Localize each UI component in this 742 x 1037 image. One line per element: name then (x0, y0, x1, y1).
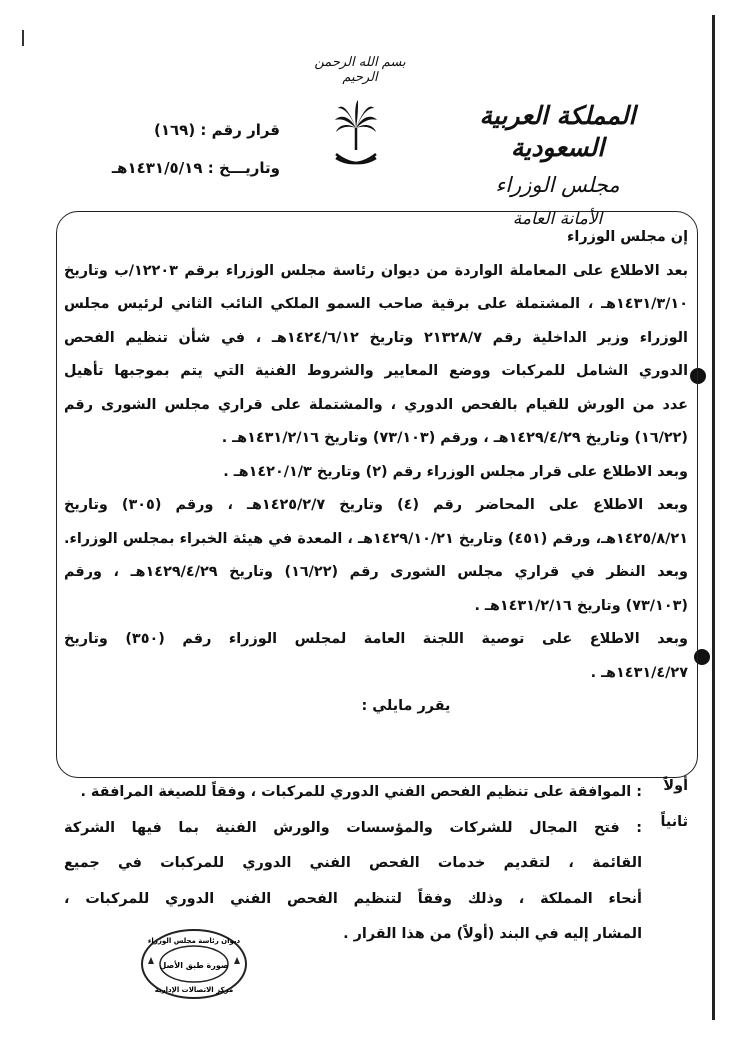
decision-item (64, 778, 688, 814)
page-edge-mark (22, 30, 24, 46)
text-line: وبعد الاطلاع على المحاضر رقم (٤) وتاريخ ١٤٢٥/٢/٧هـ ، ورقم (٣٠٥) وتاريخ (64, 497, 688, 513)
stamp-bottom-text: مركز الاتصالات الإدارية (154, 986, 234, 994)
decision-date: وتاريـــخ : ١٤٣١/٥/١٩هـ (111, 159, 280, 177)
item-line: أنحاء المملكة ، وذلك وفقاً لتنظيم الفحص الفني الدوري للمركبات ، (64, 890, 642, 907)
decision-info (60, 116, 280, 192)
page-border-line (712, 15, 715, 1020)
item-line: القائمة ، لتقديم خدمات الفحص الفني الدوري للمركبات في جميع (64, 855, 642, 871)
text-line: بعد الاطلاع على المعاملة الواردة من ديوان رئاسة مجلس الوزراء برقم ١٢٢٠٣/ب وتاريخ (64, 262, 688, 279)
text-line: إن مجلس الوزراء (567, 229, 688, 245)
palm-swords-emblem-icon (332, 98, 380, 178)
council-name: مجلس الوزراء (495, 173, 620, 197)
item-line: المشار إليه في البند (أولاً) من هذا القرار . (343, 926, 642, 942)
resolves-heading: يقرر مايلي : (361, 698, 451, 714)
text-line: (٧٣/١٠٣) وتاريخ ١٤٣١/٢/١٦هـ . (474, 597, 688, 614)
text-line: عدد من الورش للقيام بالفحص الدوري ، والمشتملة على قراري مجلس الشورى رقم (64, 396, 688, 413)
item-line: : فتح المجال للشركات والمؤسسات والورش الفنية بما فيها الشركة (64, 819, 642, 836)
text-line: الوزراء وزير الداخلية رقم ٢١٣٢٨/٧ وتاريخ ١٤٢٤/٦/١٢هـ ، في شأن تنظيم الفحص (64, 329, 688, 346)
text-line: وبعد النظر في قراري مجلس الشورى رقم (١٦/٢٢) وتاريخ ١٤٢٩/٤/٢٩هـ ، ورقم (64, 564, 688, 580)
secretariat-name: الأمانة العامة (512, 209, 603, 229)
text-line: ١٤٣١/٣/١٠هـ ، المشتملة على برقية صاحب السمو الملكي النائب الثاني لرئيس مجلس (64, 296, 688, 312)
text-line: ١٤٢٥/٨/٢١هـ، ورقم (٤٥١) وتاريخ ١٤٢٩/١٠/٢١هـ ، المعدة في هيئة الخبراء بمجلس الوزراء. (64, 530, 688, 547)
official-stamp (140, 928, 248, 1000)
text-line: (١٦/٢٢) وتاريخ ١٤٢٩/٤/٢٩هـ ، ورقم (٧٣/١٠٣) وتاريخ ١٤٣١/٢/١٦هـ . (221, 430, 688, 446)
item-number: أولاً (663, 778, 688, 794)
stamp-top-text: ديوان رئاسة مجلس الوزراء (147, 937, 241, 945)
kingdom-name: المملكة العربية السعودية (479, 101, 636, 162)
decision-preamble (64, 224, 688, 727)
text-line: وبعد الاطلاع على قرار مجلس الوزراء رقم (٢) وتاريخ ١٤٢٠/١/٣هـ . (223, 463, 688, 480)
text-line: الدوري الشامل للمركبات ووضع المعايير والشروط الفنية التي يتم بموجبها تأهيل (64, 363, 688, 379)
decision-number: قرار رقم : (١٦٩) (154, 121, 280, 139)
stamp-middle-text: صورة طبق الأصل (159, 961, 229, 970)
item-number: ثانياً (660, 813, 688, 830)
text-line: ١٤٣١/٤/٢٧هـ . (590, 664, 688, 681)
item-line: : الموافقة على تنظيم الفحص الفني الدوري للمركبات ، وفقاً للصيغة المرافقة . (80, 784, 642, 800)
bismillah-calligraphy: بسم الله الرحمن الرحيم (314, 55, 406, 85)
text-line: وبعد الاطلاع على توصية اللجنة العامة لمجلس الوزراء رقم (٣٥٠) وتاريخ (64, 631, 689, 647)
